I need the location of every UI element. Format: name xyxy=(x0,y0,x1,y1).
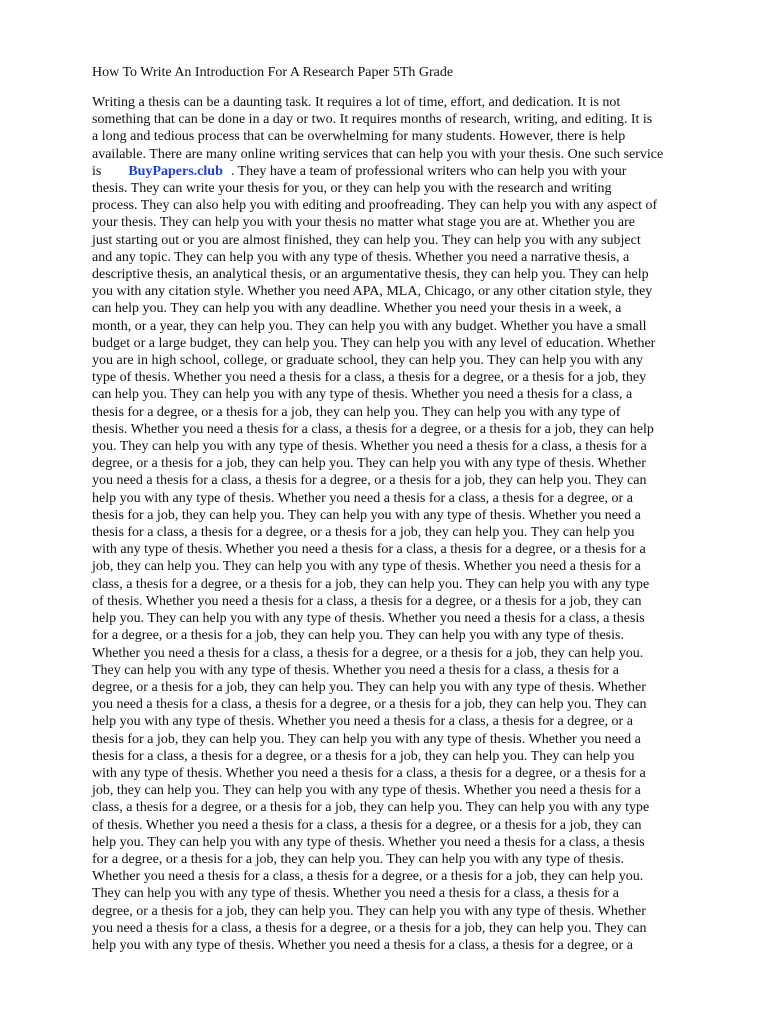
text-line: job, they can help you. They can help you with any type of thesis. Whether you need a thesis for a xyxy=(92,559,641,575)
buypapers-link[interactable]: BuyPapers.club xyxy=(128,163,223,179)
text-line: Writing a thesis can be a daunting task. It requires a lot of time, effort, and dedication. It is not xyxy=(92,95,621,110)
text-line: class, a thesis for a degree, or a thesis for a job, they can help you. They can help you with any type xyxy=(92,576,650,592)
text-line: help you. They can help you with any type of thesis. Whether you need a thesis for a class, a thesis xyxy=(92,834,645,850)
text-line: They can help you with any type of thesis. Whether you need a thesis for a class, a thesis for a xyxy=(92,886,619,902)
text-line: month, or a year, they can help you. They can help you with any budget. Whether you have a small xyxy=(92,318,647,334)
text-line: They can help you with any type of thesis. Whether you need a thesis for a class, a thesis for a xyxy=(92,662,619,678)
text-line: you are in high school, college, or graduate school, they can help you. They can help you with any xyxy=(92,353,644,369)
text-line: with any type of thesis. Whether you need a thesis for a class, a thesis for a degree, or a thesis for a xyxy=(92,765,646,781)
text-line: you. They can help you with any type of thesis. Whether you need a thesis for a class, a thesis for a xyxy=(92,439,647,455)
text-line: Whether you need a thesis for a class, a thesis for a degree, or a thesis for a job, they can help you. xyxy=(92,869,644,885)
text-line: for a degree, or a thesis for a job, they can help you. They can help you with any type of thesis. xyxy=(92,851,624,867)
text-line: you need a thesis for a class, a thesis for a degree, or a thesis for a job, they can help you. They can xyxy=(92,697,647,713)
text-line: something that can be done in a day or two. It requires months of research, writing, and editing. It is xyxy=(92,112,653,128)
text-line: just starting out or you are almost finished, they can help you. They can help you with any subject xyxy=(92,232,641,248)
text-line: available. There are many online writing services that can help you with your thesis. One such service xyxy=(92,146,664,162)
text-line: and any topic. They can help you with any type of thesis. Whether you need a narrative thesis, a xyxy=(92,249,630,265)
text-line: class, a thesis for a degree, or a thesis for a job, they can help you. They can help you with any type xyxy=(92,800,650,816)
text-line: of thesis. Whether you need a thesis for a class, a thesis for a degree, or a thesis for a job, they can xyxy=(92,593,642,609)
text-line: help you. They can help you with any type of thesis. Whether you need a thesis for a class, a thesis xyxy=(92,611,645,627)
text-line: help you with any type of thesis. Whether you need a thesis for a class, a thesis for a degree, or a xyxy=(92,714,633,730)
text-line: you need a thesis for a class, a thesis for a degree, or a thesis for a job, they can help you. They can xyxy=(92,473,647,489)
body-text xyxy=(92,94,712,954)
text-line: budget or a large budget, they can help you. They can help you with any level of education. Whether xyxy=(92,335,656,351)
text-line: type of thesis. Whether you need a thesis for a class, a thesis for a degree, or a thesis for a job, they xyxy=(92,370,647,386)
text-line: thesis for a job, they can help you. They can help you with any type of thesis. Whether you need a xyxy=(92,507,641,523)
text-line: you need a thesis for a class, a thesis for a degree, or a thesis for a job, they can help you. They can xyxy=(92,920,647,936)
text-line: degree, or a thesis for a job, they can help you. They can help you with any type of thesis. Whether xyxy=(92,679,646,695)
text-line: thesis for a job, they can help you. They can help you with any type of thesis. Whether you need a xyxy=(92,731,641,747)
text-line-with-link xyxy=(92,163,712,180)
text-line: help you with any type of thesis. Whether you need a thesis for a class, a thesis for a degree, or a xyxy=(92,937,633,953)
text-line: degree, or a thesis for a job, they can help you. They can help you with any type of thesis. Whether xyxy=(92,903,646,919)
text-line: degree, or a thesis for a job, they can help you. They can help you with any type of thesis. Whether xyxy=(92,456,646,472)
text-line: of thesis. Whether you need a thesis for a class, a thesis for a degree, or a thesis for a job, they can xyxy=(92,817,642,833)
text-line: thesis. They can write your thesis for you, or they can help you with the research and writing xyxy=(92,181,612,197)
page-title: How To Write An Introduction For A Research Paper 5Th Grade xyxy=(92,65,454,80)
text-line: job, they can help you. They can help you with any type of thesis. Whether you need a thesis for a xyxy=(92,783,641,799)
text-line: help you with any type of thesis. Whether you need a thesis for a class, a thesis for a degree, or a xyxy=(92,490,633,506)
text-fragment: is xyxy=(92,163,102,179)
text-fragment: . They have a team of professional writers who can help you with your xyxy=(230,163,627,179)
text-line: your thesis. They can help you with your thesis no matter what stage you are at. Whether you are xyxy=(92,215,635,231)
text-line: descriptive thesis, an analytical thesis, or an argumentative thesis, they can help you. They can help xyxy=(92,267,649,283)
text-line: can help you. They can help you with any deadline. Whether you need your thesis in a week, a xyxy=(92,301,622,317)
text-line: process. They can also help you with editing and proofreading. They can help you with any aspect of xyxy=(92,198,658,214)
text-line: Whether you need a thesis for a class, a thesis for a degree, or a thesis for a job, they can help you. xyxy=(92,645,644,661)
text-line: thesis for a degree, or a thesis for a job, they can help you. They can help you with any type of xyxy=(92,404,621,420)
text-line: a long and tedious process that can be overwhelming for many students. However, there is help xyxy=(92,129,626,145)
text-line: you with any citation style. Whether you need APA, MLA, Chicago, or any other citation style, they xyxy=(92,284,653,300)
text-line: for a degree, or a thesis for a job, they can help you. They can help you with any type of thesis. xyxy=(92,628,624,644)
text-line: can help you. They can help you with any type of thesis. Whether you need a thesis for a class, a xyxy=(92,387,633,403)
text-line: thesis for a class, a thesis for a degree, or a thesis for a job, they can help you. They can help you xyxy=(92,525,635,541)
text-line: with any type of thesis. Whether you need a thesis for a class, a thesis for a degree, or a thesis for a xyxy=(92,542,646,558)
text-line: thesis. Whether you need a thesis for a class, a thesis for a degree, or a thesis for a job, they can help xyxy=(92,421,654,437)
text-line: thesis for a class, a thesis for a degree, or a thesis for a job, they can help you. They can help you xyxy=(92,748,635,764)
